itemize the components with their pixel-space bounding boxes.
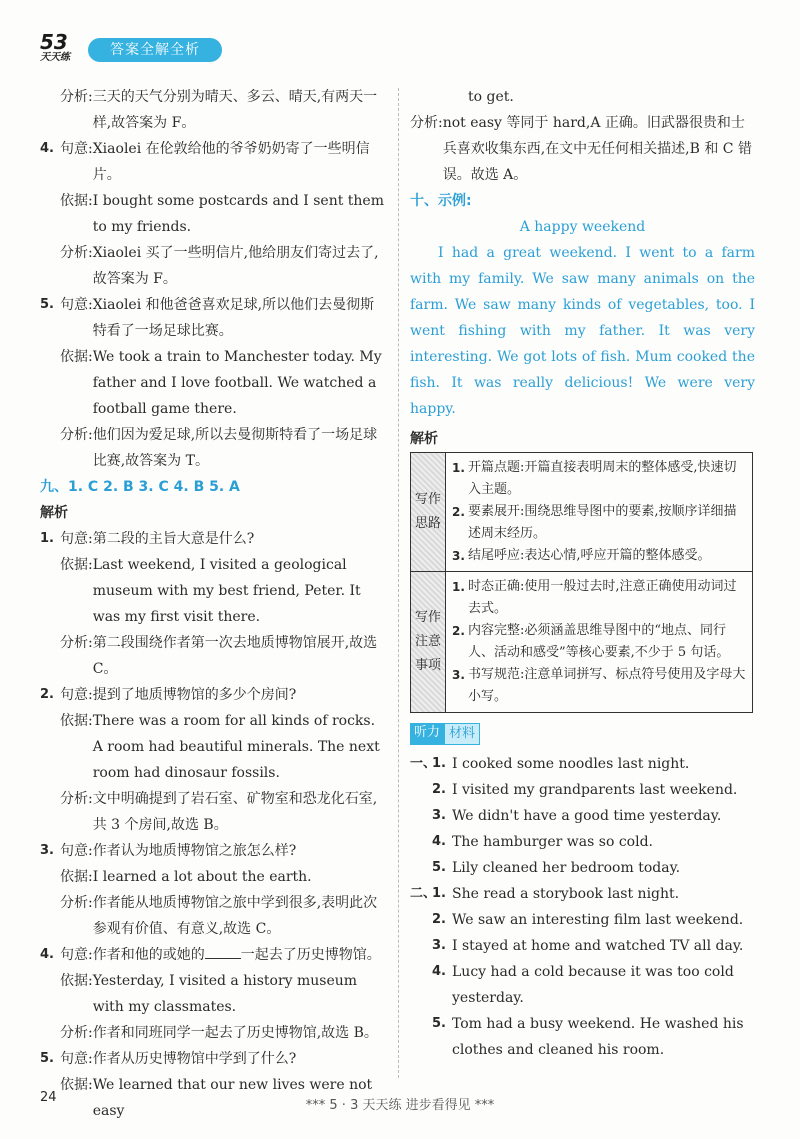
section-9-answers: 九、1. C 2. B 3. C 4. B 5. A	[40, 479, 240, 495]
logo-subtitle: 天天练	[40, 52, 70, 63]
r2-juyi: 2. 句意: 提到了地质博物馆的多少个房间?	[40, 687, 297, 703]
logo-number: 53	[40, 30, 68, 54]
q4-juyi: 4. 句意: Xiaolei 在伦敦给他的爷爷奶奶寄了一些明信片。	[40, 141, 370, 183]
column-divider	[398, 88, 399, 1078]
essay-title: A happy weekend	[519, 219, 646, 235]
continued-text: to get.	[468, 89, 514, 105]
listening-material-tag: 听力 材料	[410, 723, 755, 745]
q5-fenxi: 分析: 他们因为爱足球,所以去曼彻斯特看了一场足球比赛,故答案为 T。	[60, 427, 378, 469]
r1-fenxi: 分析: 第二段围绕作者第一次去地质博物馆展开,故选 C。	[60, 635, 378, 677]
r1-yiju: 依据: Last weekend, I visited a geological museum with my best friend, Peter. It was my first visit there.	[60, 557, 361, 625]
blank-line	[205, 944, 241, 959]
r4-yiju: 依据: Yesterday, I visited a history museum with my classmates.	[60, 973, 358, 1015]
r1-juyi: 1. 句意: 第二段的主旨大意是什么?	[40, 531, 255, 547]
jiexi-heading-right: 解析	[410, 431, 438, 447]
q4-fenxi: 分析: Xiaolei 买了一些明信片,他给朋友们寄过去了,故答案为 F。	[60, 245, 379, 287]
table-cell: 1. 开篇点题:开篇直接表明周末的整体感受,快速切入主题。 2. 要素展开:围绕思维导图中的要素,按顺序详细描述周末经历。 3. 结尾呼应:表达心情,呼应开篇的整体感受。	[446, 453, 753, 572]
header-banner: 答案全解全析	[88, 38, 222, 62]
table-header-cell: 写作注意事项	[411, 572, 446, 713]
q5-yiju: 依据: We took a train to Manchester today. My father and I love football. We watched a football game there.	[60, 349, 382, 417]
listening-section-1: 一、 1. I cooked some noodles last night. 2. I visited my grandparents last weekend. 3. We didn't have a good time yesterday. 4. The hamburger was so cold. 5. Lily cleaned her bedroom today.	[410, 756, 738, 876]
r3-juyi: 3. 句意: 作者认为地质博物馆之旅怎么样?	[40, 843, 297, 859]
r5-fenxi: 分析: not easy 等同于 hard,A 正确。旧武器很贵和士兵喜欢收集东西,在文中无任何相关描述,B 和 C 错误。故选 A。	[410, 115, 752, 183]
left-column	[40, 84, 385, 1124]
r4-fenxi: 分析: 作者和同班同学一起去了历史博物馆,故选 B。	[60, 1025, 378, 1041]
r2-fenxi: 分析: 文中明确提到了岩石室、矿物室和恐龙化石室,共 3 个房间,故选 B。	[60, 791, 378, 833]
brand-logo	[40, 32, 84, 68]
footer-slogan: *** 5 · 3 天天练 进步看得见 ***	[305, 1098, 495, 1113]
r4-juyi: 4. 句意: 作者和他的或她的 一起去了历史博物馆。	[40, 942, 385, 968]
q4-yiju: 依据: I bought some postcards and I sent them to my friends.	[60, 193, 384, 235]
table-cell: 1. 时态正确:使用一般过去时,注意正确使用动词过去式。 2. 内容完整:必须涵盖思维导图中的“地点、同行人、活动和感受”等核心要素,不少于 5 句话。 3. 书写规范:注意单词拼写、标点符号使用及字母大小写。	[446, 572, 753, 713]
q5-juyi: 5. 句意: Xiaolei 和他爸爸喜欢足球,所以他们去曼彻斯特看了一场足球比赛。	[40, 297, 375, 339]
page-number: 24	[40, 1090, 57, 1105]
listening-section-2: 二、 1. She read a storybook last night. 2. We saw an interesting film last weekend. 3. I stayed at home and watched TV all day. 4. Lucy had a cold because it was too cold yesterday. 5. Tom had a busy weekend. He washed his clothes and cleaned his room.	[410, 886, 744, 1058]
table-row	[411, 453, 753, 572]
r3-yiju: 依据: I learned a lot about the earth.	[60, 869, 312, 885]
jiexi-heading: 解析	[40, 505, 68, 521]
fenxi-row: 分析: 三天的天气分别为晴天、多云、晴天,有两天一样,故答案为 F。	[60, 89, 378, 131]
section-10-heading: 十、示例:	[410, 193, 472, 209]
right-column	[410, 84, 755, 1063]
table-row	[411, 572, 753, 713]
r2-yiju: 依据: There was a room for all kinds of rocks. A room had beautiful minerals. The next room had dinosaur fossils.	[60, 713, 380, 781]
essay-body: I had a great weekend. I went to a farm with my family. We saw many animals on the farm. We saw many kinds of vegetables, too. I went fishing with my father. It was very interesting. We got lots of fish. Mum cooked the fish. It was really delicious! We were very happy.	[410, 245, 755, 417]
writing-guide-table	[410, 452, 753, 713]
r3-fenxi: 分析: 作者能从地质博物馆之旅中学到很多,表明此次参观有价值、有意义,故选 C。	[60, 895, 378, 937]
r5-yiju: 依据: We learned that our new lives were not easy	[60, 1077, 373, 1119]
table-header-cell: 写作思路	[411, 453, 446, 572]
r5-juyi: 5. 句意: 作者从历史博物馆中学到了什么?	[40, 1051, 297, 1067]
